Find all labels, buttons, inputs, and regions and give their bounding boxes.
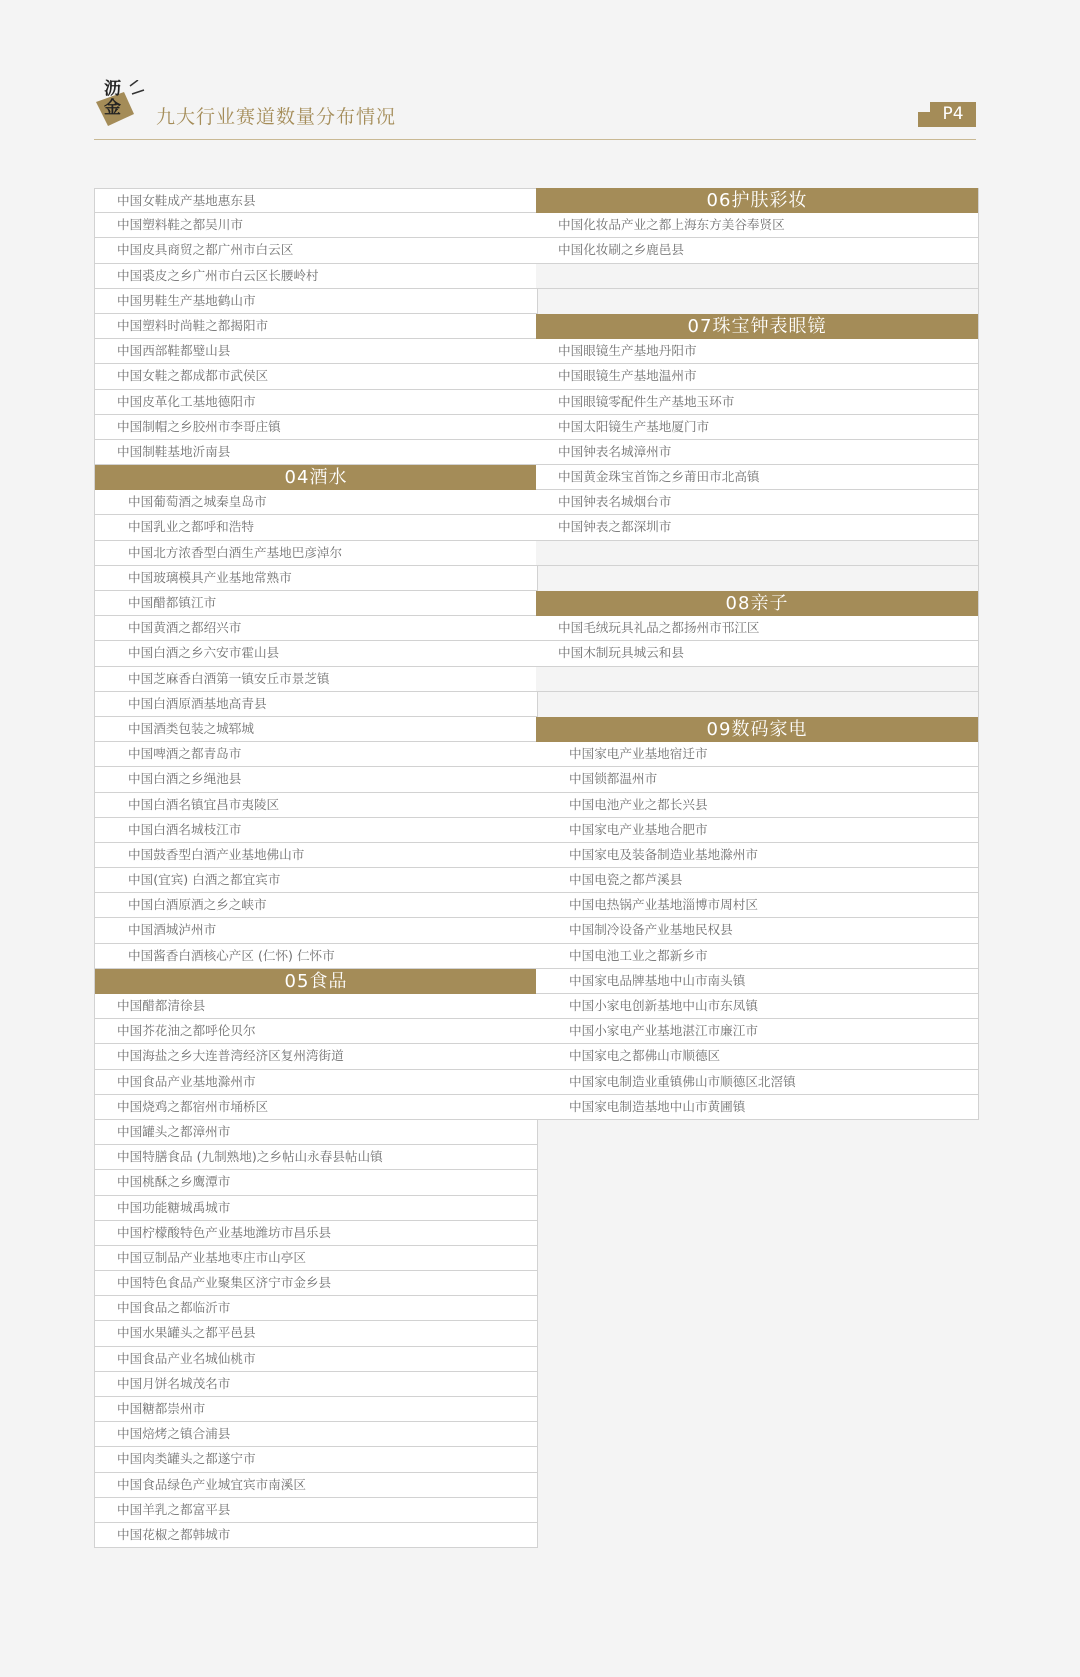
list-item: 中国电池产业之都长兴县 [536,793,978,818]
section-spacer [536,566,978,591]
list-item: 中国眼镜生产基地温州市 [536,364,978,389]
list-item: 中国海盐之乡大连普湾经济区复州湾街道 [95,1044,537,1069]
list-item: 中国钟表之都深圳市 [536,515,978,540]
list-item: 中国花椒之都韩城市 [95,1523,537,1548]
section-header: 09数码家电 [536,717,978,742]
section-header: 05食品 [95,969,537,994]
logo-text: 沥金 [104,79,121,118]
list-item: 中国塑料鞋之都吴川市 [95,213,537,238]
empty-row [536,264,978,289]
list-item: 中国北方浓香型白酒生产基地巴彦淖尔 [95,541,537,566]
list-item: 中国家电制造业重镇佛山市顺德区北滘镇 [536,1070,978,1095]
left-column-list [94,188,538,1548]
list-item: 中国电瓷之都芦溪县 [536,868,978,893]
section-header: 07珠宝钟表眼镜 [536,314,978,339]
list-item: 中国太阳镜生产基地厦门市 [536,415,978,440]
list-item: 中国食品产业基地滁州市 [95,1070,537,1095]
list-item: 中国桃酥之乡鹰潭市 [95,1170,537,1195]
list-item: 中国塑料时尚鞋之都揭阳市 [95,314,537,339]
section-header: 08亲子 [536,591,978,616]
section-spacer [536,692,978,717]
list-item: 中国酒城泸州市 [95,918,537,943]
list-item: 中国月饼名城茂名市 [95,1372,537,1397]
list-item: 中国家电及装备制造业基地滁州市 [536,843,978,868]
list-item: 中国眼镜零配件生产基地玉环市 [536,390,978,415]
list-item: 中国柠檬酸特色产业基地潍坊市昌乐县 [95,1221,537,1246]
list-item: 中国乳业之都呼和浩特 [95,515,537,540]
list-item: 中国制冷设备产业基地民权县 [536,918,978,943]
list-item: 中国玻璃模具产业基地常熟市 [95,566,537,591]
list-item: 中国锁都温州市 [536,767,978,792]
list-item: 中国木制玩具城云和县 [536,641,978,666]
list-item: 中国家电产业基地宿迁市 [536,742,978,767]
list-item: 中国功能糖城禹城市 [95,1196,537,1221]
list-item: 中国黄金珠宝首饰之乡莆田市北高镇 [536,465,978,490]
list-item: 中国豆制品产业基地枣庄市山亭区 [95,1246,537,1271]
page-header [94,80,976,142]
list-item: 中国芥花油之都呼伦贝尔 [95,1019,537,1044]
header-divider [94,139,976,140]
list-item: 中国黄酒之都绍兴市 [95,616,537,641]
section-spacer [536,289,978,314]
list-item: 中国毛绒玩具礼品之都扬州市邗江区 [536,616,978,641]
list-item: 中国(宜宾) 白酒之都宜宾市 [95,868,537,893]
brand-logo [94,80,152,132]
list-item: 中国家电品牌基地中山市南头镇 [536,969,978,994]
list-item: 中国食品之都临沂市 [95,1296,537,1321]
list-item: 中国鼓香型白酒产业基地佛山市 [95,843,537,868]
list-item: 中国啤酒之都青岛市 [95,742,537,767]
list-item: 中国烧鸡之都宿州市埇桥区 [95,1095,537,1120]
list-item: 中国家电之都佛山市顺德区 [536,1044,978,1069]
list-item: 中国小家电产业基地湛江市廉江市 [536,1019,978,1044]
list-item: 中国钟表名城烟台市 [536,490,978,515]
page-title: 九大行业赛道数量分布情况 [156,106,397,128]
list-item: 中国化妆刷之乡鹿邑县 [536,238,978,263]
list-item: 中国白酒名镇宜昌市夷陵区 [95,793,537,818]
page-number-badge [918,102,976,127]
list-item: 中国焙烤之镇合浦县 [95,1422,537,1447]
list-item: 中国裘皮之乡广州市白云区长腰岭村 [95,264,537,289]
list-item: 中国化妆品产业之都上海东方美谷奉贤区 [536,213,978,238]
list-item: 中国食品产业名城仙桃市 [95,1347,537,1372]
section-header: 06护肤彩妆 [536,188,978,213]
empty-row [536,667,978,692]
list-item: 中国白酒之乡六安市霍山县 [95,641,537,666]
list-item: 中国家电制造基地中山市黄圃镇 [536,1095,978,1120]
list-item: 中国肉类罐头之都遂宁市 [95,1447,537,1472]
empty-row [536,541,978,566]
list-item: 中国白酒名城枝江市 [95,818,537,843]
list-item: 中国白酒之乡绳池县 [95,767,537,792]
list-item: 中国芝麻香白酒第一镇安丘市景芝镇 [95,667,537,692]
list-item: 中国钟表名城漳州市 [536,440,978,465]
list-item: 中国酒类包装之城郓城 [95,717,537,742]
list-item: 中国皮具商贸之都广州市白云区 [95,238,537,263]
list-item: 中国制鞋基地沂南县 [95,440,537,465]
list-item: 中国小家电创新基地中山市东凤镇 [536,994,978,1019]
list-item: 中国特膳食品 (九制熟地)之乡帖山永春县帖山镇 [95,1145,537,1170]
list-item: 中国女鞋之都成都市武侯区 [95,364,537,389]
right-column-list [536,188,979,1120]
list-item: 中国女鞋成产基地惠东县 [95,188,537,213]
list-item: 中国眼镜生产基地丹阳市 [536,339,978,364]
list-item: 中国电池工业之都新乡市 [536,944,978,969]
list-item: 中国制帽之乡胶州市李哥庄镇 [95,415,537,440]
list-item: 中国特色食品产业聚集区济宁市金乡县 [95,1271,537,1296]
list-item: 中国葡萄酒之城秦皇岛市 [95,490,537,515]
list-item: 中国西部鞋都璧山县 [95,339,537,364]
list-item: 中国罐头之都漳州市 [95,1120,537,1145]
list-item: 中国水果罐头之都平邑县 [95,1321,537,1346]
list-item: 中国皮革化工基地德阳市 [95,390,537,415]
list-item: 中国男鞋生产基地鹤山市 [95,289,537,314]
list-item: 中国糖都崇州市 [95,1397,537,1422]
list-item: 中国白酒原酒基地高青县 [95,692,537,717]
list-item: 中国白酒原酒之乡之峡市 [95,893,537,918]
page-number: P4 [930,102,976,127]
section-header: 04酒水 [95,465,537,490]
list-item: 中国食品绿色产业城宜宾市南溪区 [95,1473,537,1498]
list-item: 中国酱香白酒核心产区 (仁怀) 仁怀市 [95,944,537,969]
list-item: 中国家电产业基地合肥市 [536,818,978,843]
list-item: 中国羊乳之都富平县 [95,1498,537,1523]
list-item: 中国醋都清徐县 [95,994,537,1019]
list-item: 中国电热锅产业基地淄博市周村区 [536,893,978,918]
list-item: 中国醋都镇江市 [95,591,537,616]
